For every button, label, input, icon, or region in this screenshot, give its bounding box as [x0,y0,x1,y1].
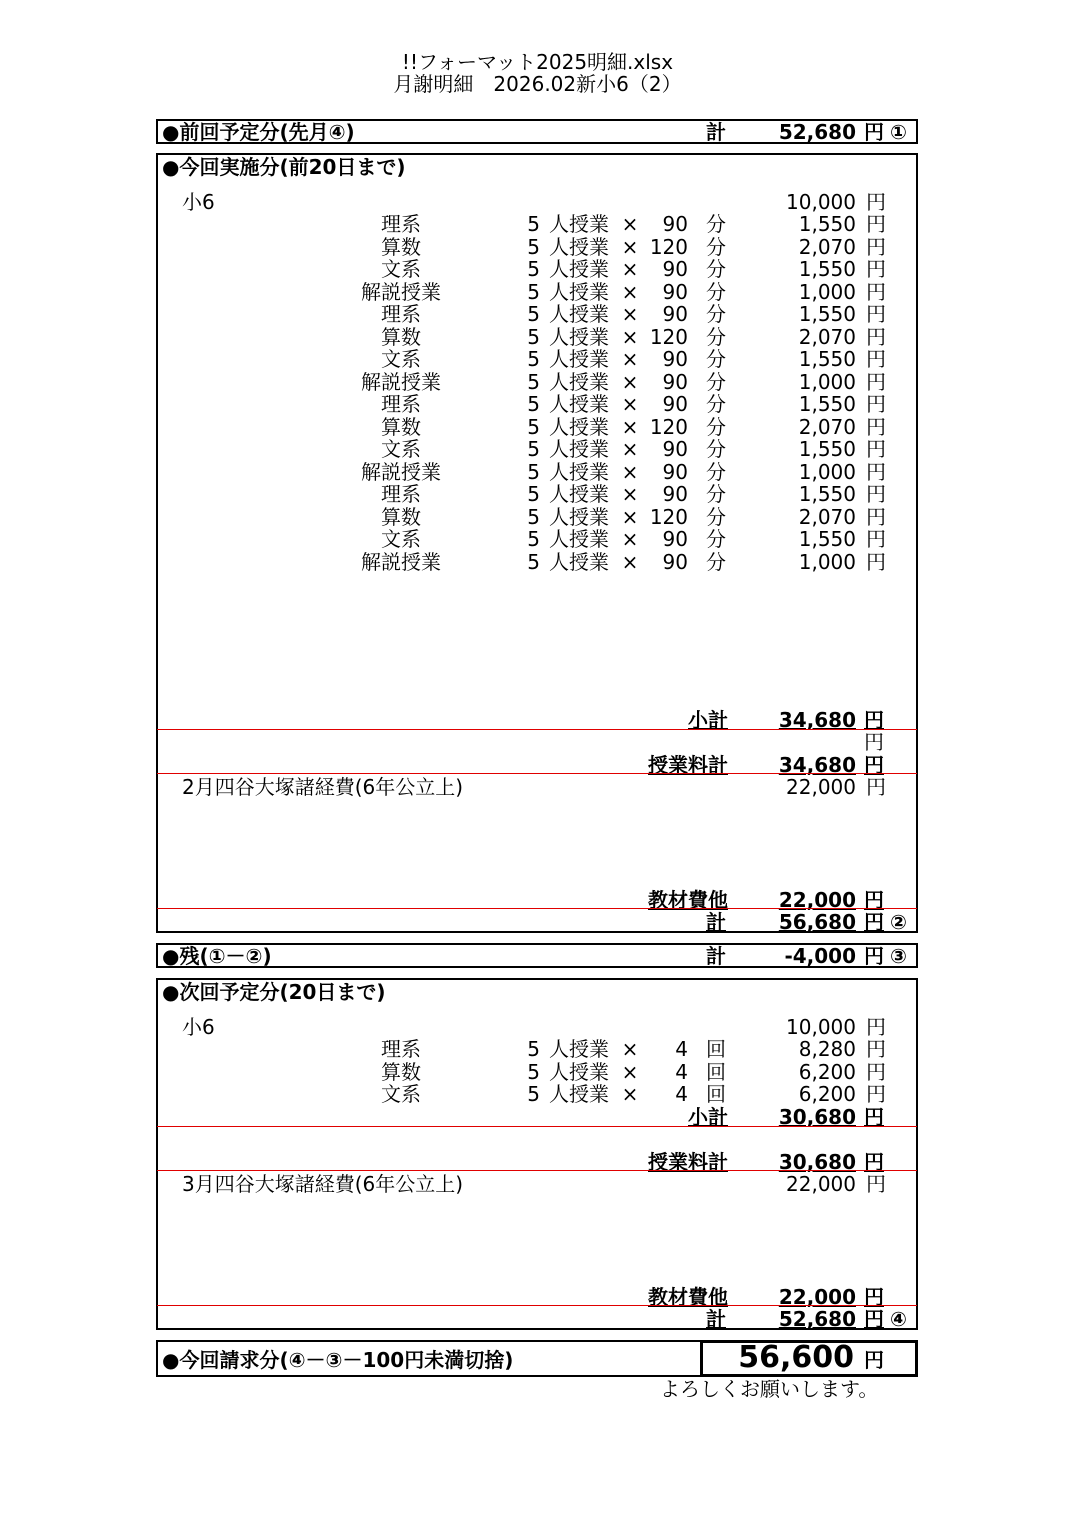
lesson-quantity-unit: 分 [706,504,726,529]
lesson-yen: 円 [866,234,886,259]
next-material-item-yen: 円 [866,1172,886,1196]
lesson-yen: 円 [866,1037,886,1061]
current-material-item-yen: 円 [866,775,886,799]
lesson-quantity: 90 [662,279,688,304]
lesson-quantity: 4 [675,1082,688,1106]
lesson-yen: 円 [866,257,886,281]
lesson-quantity-unit: 分 [706,324,726,349]
next-subtotal-yen: 円 [864,1105,884,1129]
current-subtotal-yen: 円 [864,708,884,732]
lesson-class-size: 5 [527,302,540,326]
lesson-yen: 円 [866,324,886,349]
next-tuition-yen: 円 [864,1150,884,1174]
next-material-yen: 円 [864,1285,884,1309]
current-empty-yen: 円 [864,730,884,754]
lesson-amount: 1,550 [798,257,856,281]
lesson-quantity-unit: 分 [706,279,726,304]
lesson-times-sign: × [621,459,639,484]
lesson-times-sign: × [621,257,639,281]
lesson-times-sign: × [621,437,639,461]
lesson-quantity: 90 [662,392,688,416]
lesson-subject: 文系 [381,347,421,371]
red-divider [157,1170,917,1171]
lesson-times-sign: × [621,1037,639,1061]
lesson-quantity-unit: 分 [706,212,726,236]
lesson-times-sign: × [621,527,639,551]
lesson-subject: 文系 [381,257,421,281]
prev-mark: ① [890,120,907,144]
lesson-times-sign: × [621,234,639,259]
lesson-yen: 円 [866,504,886,529]
lesson-subject: 算数 [381,234,421,259]
lesson-quantity: 4 [675,1037,688,1061]
lesson-unit: 人授業 [549,212,609,236]
lesson-quantity: 90 [662,459,688,484]
current-tuition-amount: 34,680 [778,753,856,777]
lesson-quantity: 90 [662,369,688,394]
lesson-quantity: 90 [662,527,688,551]
prev-amount: 52,680 [778,120,856,144]
lesson-quantity-unit: 分 [706,527,726,551]
lesson-subject: 算数 [381,324,421,349]
lesson-subject: 文系 [381,437,421,461]
next-material-item-amount: 22,000 [786,1172,856,1196]
red-divider [157,908,917,909]
lesson-unit: 人授業 [549,347,609,371]
lesson-amount: 1,000 [798,369,856,394]
lesson-class-size: 5 [527,1082,540,1106]
lesson-unit: 人授業 [549,1059,609,1084]
lesson-amount: 1,550 [798,482,856,506]
current-material-yen: 円 [864,888,884,912]
invoice-yen: 円 [864,1348,884,1372]
lesson-yen: 円 [866,1059,886,1084]
lesson-times-sign: × [621,369,639,394]
lesson-quantity-unit: 分 [706,369,726,394]
lesson-class-size: 5 [527,234,540,259]
lesson-amount: 8,280 [798,1037,856,1061]
lesson-subject: 解説授業 [361,549,441,574]
lesson-yen: 円 [866,347,886,371]
lesson-amount: 1,000 [798,549,856,574]
lesson-times-sign: × [621,414,639,439]
next-grade-yen: 円 [866,1015,886,1039]
lesson-class-size: 5 [527,324,540,349]
lesson-amount: 2,070 [798,504,856,529]
invoice-section-title: ●今回請求分(④－③－100円未満切捨) [162,1348,514,1372]
lesson-yen: 円 [866,437,886,461]
lesson-class-size: 5 [527,257,540,281]
lesson-yen: 円 [866,212,886,236]
current-subtotal-amount: 34,680 [778,708,856,732]
lesson-unit: 人授業 [549,392,609,416]
next-total-amount: 52,680 [778,1307,856,1331]
current-kei-label: 計 [706,910,726,934]
current-tuition-yen: 円 [864,753,884,777]
lesson-times-sign: × [621,1082,639,1106]
lesson-subject: 文系 [381,1082,421,1106]
lesson-quantity: 120 [649,234,688,259]
lesson-quantity-unit: 分 [706,414,726,439]
lesson-class-size: 5 [527,1059,540,1084]
lesson-class-size: 5 [527,392,540,416]
prev-section-title: ●前回予定分(先月④) [162,120,355,144]
balance-section-title: ●残(①－②) [162,944,272,968]
current-total-amount: 56,680 [778,910,856,934]
lesson-quantity: 90 [662,437,688,461]
lesson-class-size: 5 [527,549,540,574]
current-tuition-label: 授業料計 [648,753,728,777]
current-material-amount: 22,000 [778,888,856,912]
lesson-quantity: 90 [662,347,688,371]
lesson-quantity-unit: 分 [706,257,726,281]
lesson-quantity-unit: 回 [706,1082,726,1106]
lesson-unit: 人授業 [549,527,609,551]
next-material-amount: 22,000 [778,1285,856,1309]
next-tuition-amount: 30,680 [778,1150,856,1174]
lesson-quantity-unit: 分 [706,549,726,574]
lesson-class-size: 5 [527,347,540,371]
lesson-unit: 人授業 [549,504,609,529]
lesson-subject: 解説授業 [361,369,441,394]
balance-mark: ③ [890,944,907,968]
lesson-quantity-unit: 回 [706,1037,726,1061]
lesson-subject: 理系 [381,212,421,236]
red-divider [157,1126,917,1127]
lesson-times-sign: × [621,347,639,371]
lesson-times-sign: × [621,302,639,326]
lesson-amount: 2,070 [798,324,856,349]
lesson-quantity: 90 [662,302,688,326]
lesson-unit: 人授業 [549,302,609,326]
lesson-subject: 解説授業 [361,459,441,484]
lesson-subject: 理系 [381,302,421,326]
current-material-label: 教材費他 [648,888,728,912]
lesson-subject: 理系 [381,392,421,416]
lesson-amount: 1,550 [798,347,856,371]
lesson-quantity-unit: 分 [706,459,726,484]
current-total-yen: 円 [864,910,884,934]
lesson-yen: 円 [866,369,886,394]
lesson-amount: 1,000 [798,459,856,484]
lesson-yen: 円 [866,459,886,484]
file-title: !!フォーマット2025明細.xlsx [401,50,674,74]
balance-yen: 円 [864,944,884,968]
next-section-title: ●次回予定分(20日まで) [162,980,386,1004]
current-grade-yen: 円 [866,190,886,214]
lesson-quantity: 120 [649,504,688,529]
lesson-unit: 人授業 [549,437,609,461]
lesson-unit: 人授業 [549,369,609,394]
lesson-class-size: 5 [527,279,540,304]
lesson-subject: 算数 [381,414,421,439]
lesson-unit: 人授業 [549,234,609,259]
lesson-quantity: 120 [649,324,688,349]
lesson-quantity: 4 [675,1059,688,1084]
lesson-unit: 人授業 [549,459,609,484]
lesson-yen: 円 [866,302,886,326]
next-grade-amount: 10,000 [786,1015,856,1039]
current-grade-amount: 10,000 [786,190,856,214]
lesson-class-size: 5 [527,527,540,551]
prev-kei-label: 計 [706,120,726,144]
lesson-times-sign: × [621,549,639,574]
lesson-quantity: 90 [662,257,688,281]
red-divider [157,1305,917,1306]
lesson-unit: 人授業 [549,1037,609,1061]
lesson-amount: 6,200 [798,1082,856,1106]
closing-message: よろしくお願いします。 [660,1377,879,1401]
lesson-class-size: 5 [527,1037,540,1061]
lesson-subject: 解説授業 [361,279,441,304]
lesson-subject: 算数 [381,1059,421,1084]
lesson-amount: 1,550 [798,527,856,551]
lesson-amount: 2,070 [798,414,856,439]
lesson-yen: 円 [866,482,886,506]
lesson-unit: 人授業 [549,279,609,304]
current-material-item: 2月四谷大塚諸経費(6年公立上) [182,775,464,799]
red-divider [157,773,917,774]
balance-amount: -4,000 [784,944,856,968]
lesson-subject: 文系 [381,527,421,551]
red-divider [157,729,917,730]
next-total-yen: 円 [864,1307,884,1331]
lesson-times-sign: × [621,1059,639,1084]
lesson-class-size: 5 [527,369,540,394]
lesson-amount: 1,550 [798,212,856,236]
current-grade: 小6 [182,190,215,214]
lesson-times-sign: × [621,482,639,506]
lesson-quantity-unit: 分 [706,302,726,326]
lesson-amount: 6,200 [798,1059,856,1084]
lesson-yen: 円 [866,392,886,416]
lesson-quantity-unit: 分 [706,437,726,461]
lesson-subject: 算数 [381,504,421,529]
lesson-times-sign: × [621,324,639,349]
lesson-yen: 円 [866,279,886,304]
lesson-amount: 1,000 [798,279,856,304]
lesson-class-size: 5 [527,212,540,236]
current-material-item-amount: 22,000 [786,775,856,799]
lesson-yen: 円 [866,414,886,439]
lesson-amount: 1,550 [798,437,856,461]
lesson-quantity-unit: 分 [706,234,726,259]
current-total-mark: ② [890,910,907,934]
lesson-subject: 理系 [381,482,421,506]
lesson-quantity-unit: 回 [706,1059,726,1084]
next-subtotal-label: 小計 [688,1105,728,1129]
lesson-quantity: 90 [662,549,688,574]
next-kei-label: 計 [706,1307,726,1331]
lesson-yen: 円 [866,1082,886,1106]
lesson-quantity-unit: 分 [706,392,726,416]
balance-kei-label: 計 [706,944,726,968]
lesson-unit: 人授業 [549,549,609,574]
lesson-unit: 人授業 [549,1082,609,1106]
lesson-times-sign: × [621,212,639,236]
lesson-class-size: 5 [527,414,540,439]
next-material-item: 3月四谷大塚諸経費(6年公立上) [182,1172,464,1196]
lesson-amount: 2,070 [798,234,856,259]
lesson-class-size: 5 [527,437,540,461]
lesson-quantity-unit: 分 [706,347,726,371]
lesson-times-sign: × [621,279,639,304]
lesson-class-size: 5 [527,504,540,529]
invoice-amount: 56,600 [738,1340,854,1375]
lesson-times-sign: × [621,504,639,529]
statement-subtitle: 月謝明細 2026.02新小6（2） [393,72,682,96]
next-grade: 小6 [182,1015,215,1039]
next-total-mark: ④ [890,1307,907,1331]
lesson-times-sign: × [621,392,639,416]
lesson-unit: 人授業 [549,482,609,506]
current-subtotal-label: 小計 [688,708,728,732]
next-material-label: 教材費他 [648,1285,728,1309]
lesson-unit: 人授業 [549,414,609,439]
lesson-quantity: 120 [649,414,688,439]
lesson-yen: 円 [866,549,886,574]
next-tuition-label: 授業料計 [648,1150,728,1174]
prev-yen: 円 [864,120,884,144]
lesson-subject: 理系 [381,1037,421,1061]
current-section-title: ●今回実施分(前20日まで) [162,155,406,179]
lesson-unit: 人授業 [549,324,609,349]
lesson-unit: 人授業 [549,257,609,281]
lesson-quantity: 90 [662,212,688,236]
next-subtotal-amount: 30,680 [778,1105,856,1129]
lesson-quantity: 90 [662,482,688,506]
lesson-amount: 1,550 [798,302,856,326]
lesson-amount: 1,550 [798,392,856,416]
lesson-class-size: 5 [527,482,540,506]
lesson-class-size: 5 [527,459,540,484]
lesson-yen: 円 [866,527,886,551]
lesson-quantity-unit: 分 [706,482,726,506]
